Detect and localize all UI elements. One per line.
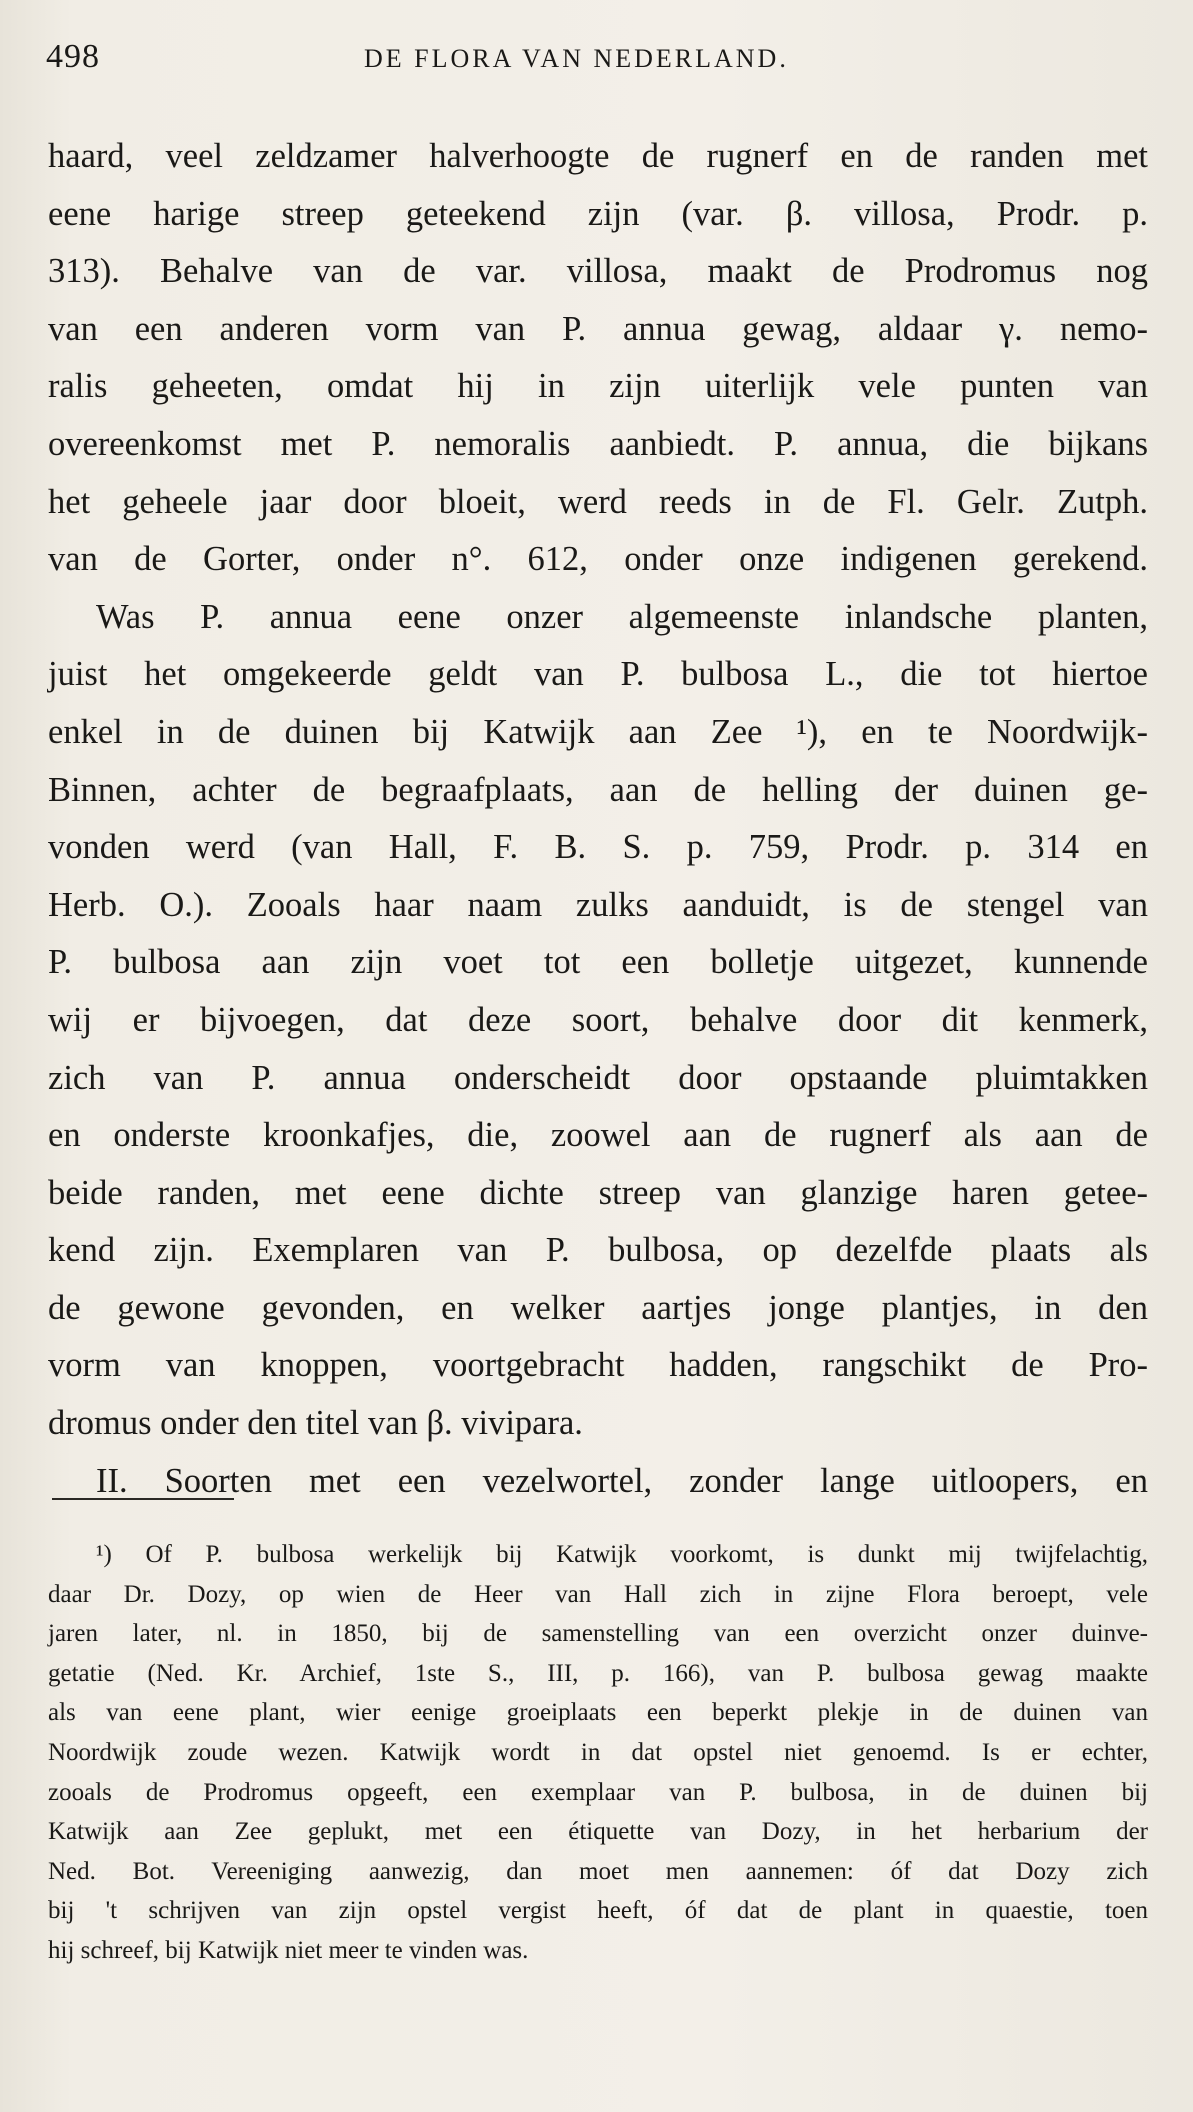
footnote-line: getatie (Ned. Kr. Archief, 1ste S., III, p. 166), van P. bulbosa gewag maakte bbox=[48, 1659, 1148, 1687]
text-line: Herb. O.). Zooals haar naam zulks aanduidt, is de stengel van bbox=[48, 885, 1148, 924]
text-line: het geheele jaar door bloeit, werd reeds in de Fl. Gelr. Zutph. bbox=[48, 482, 1148, 521]
footnote-line: hij schreef, bij Katwijk niet meer te vinden was. bbox=[48, 1936, 529, 1964]
text-line: P. bulbosa aan zijn voet tot een bolletje uitgezet, kunnende bbox=[48, 943, 1148, 982]
page-header bbox=[46, 38, 1147, 88]
footnote-line: bij 't schrijven van zijn opstel vergist heeft, óf dat de plant in quaestie, toen bbox=[48, 1897, 1148, 1925]
text-line: Was P. annua eene onzer algemeenste inlandsche planten, bbox=[96, 597, 1148, 636]
text-line: haard, veel zeldzamer halverhoogte de rugnerf en de randen met bbox=[48, 137, 1148, 175]
page-number: 498 bbox=[46, 38, 100, 75]
text-line: dromus onder den titel van β. vivipara. bbox=[48, 1404, 583, 1443]
main-text bbox=[48, 128, 1148, 1510]
text-line: juist het omgekeerde geldt van P. bulbosa L., die tot hiertoe bbox=[48, 655, 1148, 694]
text-line: de gewone gevonden, en welker aartjes jonge plantjes, in den bbox=[48, 1288, 1148, 1327]
text-line: van een anderen vorm van P. annua gewag, aldaar γ. nemo- bbox=[48, 309, 1148, 348]
footnote-line: daar Dr. Dozy, op wien de Heer van Hall zich in zijne Flora beroept, vele bbox=[48, 1580, 1148, 1608]
footnote-line: ¹) Of P. bulbosa werkelijk bij Katwijk voorkomt, is dunkt mij twijfelachtig, bbox=[96, 1541, 1148, 1568]
text-line: 313). Behalve van de var. villosa, maakt de Prodromus nog bbox=[48, 252, 1148, 291]
footnote-line: Noordwijk zoude wezen. Katwijk wordt in dat opstel niet genoemd. Is er echter, bbox=[48, 1738, 1148, 1766]
text-line: vonden werd (van Hall, F. B. S. p. 759, Prodr. p. 314 en bbox=[48, 828, 1148, 867]
text-line: beide randen, met eene dichte streep van glanzige haren getee- bbox=[48, 1173, 1148, 1212]
text-line: vorm van knoppen, voortgebracht hadden, rangschikt de Pro- bbox=[48, 1346, 1148, 1385]
footnote-line: Katwijk aan Zee geplukt, met een étiquette van Dozy, in het herbarium der bbox=[48, 1818, 1148, 1846]
footnote bbox=[48, 1535, 1148, 1971]
text-line: ralis geheeten, omdat hij in zijn uiterlijk vele punten van bbox=[48, 367, 1148, 406]
footnote-divider bbox=[52, 1498, 234, 1500]
text-line: enkel in de duinen bij Katwijk aan Zee ¹), en te Noordwijk- bbox=[48, 712, 1148, 751]
text-line: II. Soorten met een vezelwortel, zonder lange uitloopers, en bbox=[96, 1461, 1148, 1500]
footnote-line: zooals de Prodromus opgeeft, een exemplaar van P. bulbosa, in de duinen bij bbox=[48, 1778, 1148, 1806]
text-line: zich van P. annua onderscheidt door opstaande pluimtakken bbox=[48, 1058, 1148, 1097]
text-line: eene harige streep geteekend zijn (var. β. villosa, Prodr. p. bbox=[48, 194, 1148, 233]
text-line: wij er bijvoegen, dat deze soort, behalve door dit kenmerk, bbox=[48, 1000, 1148, 1039]
text-line: en onderste kroonkafjes, die, zoowel aan de rugnerf als aan de bbox=[48, 1116, 1148, 1155]
text-line: van de Gorter, onder n°. 612, onder onze indigenen gerekend. bbox=[48, 540, 1148, 579]
text-line: overeenkomst met P. nemoralis aanbiedt. P. annua, die bijkans bbox=[48, 424, 1148, 463]
text-line: Binnen, achter de begraafplaats, aan de helling der duinen ge- bbox=[48, 770, 1148, 809]
footnote-line: als van eene plant, wier eenige groeiplaats een beperkt plekje in de duinen van bbox=[48, 1699, 1148, 1727]
text-line: kend zijn. Exemplaren van P. bulbosa, op dezelfde plaats als bbox=[48, 1231, 1148, 1270]
footnote-line: Ned. Bot. Vereeniging aanwezig, dan moet men aannemen: óf dat Dozy zich bbox=[48, 1857, 1148, 1885]
running-head: DE FLORA VAN NEDERLAND. bbox=[364, 44, 789, 73]
footnote-line: jaren later, nl. in 1850, bij de samenstelling van een overzicht onzer duinve- bbox=[48, 1620, 1148, 1648]
